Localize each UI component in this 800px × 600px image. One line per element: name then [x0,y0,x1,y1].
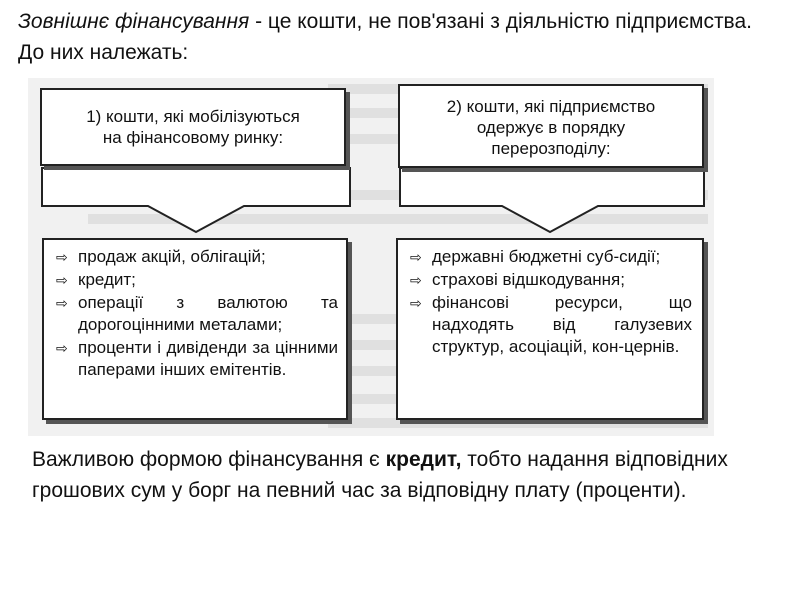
arrow-right-outline-icon: ⇨ [410,295,422,311]
intro-term: Зовнішнє фінансування [18,10,250,33]
outro-text-after: тобто надання відповідних грошових сум у борг на певний час за відповідну плату (проценти). [32,448,728,502]
arrow-right-outline-icon: ⇨ [410,249,422,265]
intro-text: - це кошти, не пов'язані з діяльністю підприємства. До них належать: [18,10,752,64]
list-item: ⇨ проценти і дивіденди за цінними паперами інших емітентів. [56,338,338,379]
list-item: ⇨ продаж акцій, облігацій; [56,247,266,266]
right-header-line-3: перерозподілу: [491,139,611,158]
list-item: ⇨ кредит; [56,270,136,289]
outro-bold-term: кредит, [385,448,462,471]
right-list-box [396,238,704,420]
outro-paragraph [32,444,772,506]
list-item: ⇨ фінансові ресурси, що надходять від галузевих структур, асоціацій, кон-цернів. [410,293,692,356]
arrow-right-outline-icon: ⇨ [56,272,68,288]
list-item: ⇨ операції з валютою та дорогоцінними металами; [56,293,338,334]
arrow-right-outline-icon: ⇨ [410,272,422,288]
right-header-box [398,84,704,168]
left-header-box [40,88,346,166]
left-header-line-2: на фінансовому ринку: [102,128,284,147]
right-funnel-arrow [400,168,704,232]
arrow-right-outline-icon: ⇨ [56,340,68,356]
arrow-right-outline-icon: ⇨ [56,249,68,265]
outro-text-before: Важливою формою фінансування є [32,448,386,471]
left-header-line-1: 1) кошти, які мобілізуються [86,107,300,126]
left-list-box [42,238,348,420]
left-funnel-arrow [42,168,350,232]
list-item: ⇨ страхові відшкодування; [410,270,625,289]
arrow-right-outline-icon: ⇨ [56,295,68,311]
right-header-line-2: одержує в порядку [476,118,626,137]
right-header-line-1: 2) кошти, які підприємство [446,97,656,116]
list-item: ⇨ державні бюджетні суб-сидії; [410,247,661,266]
